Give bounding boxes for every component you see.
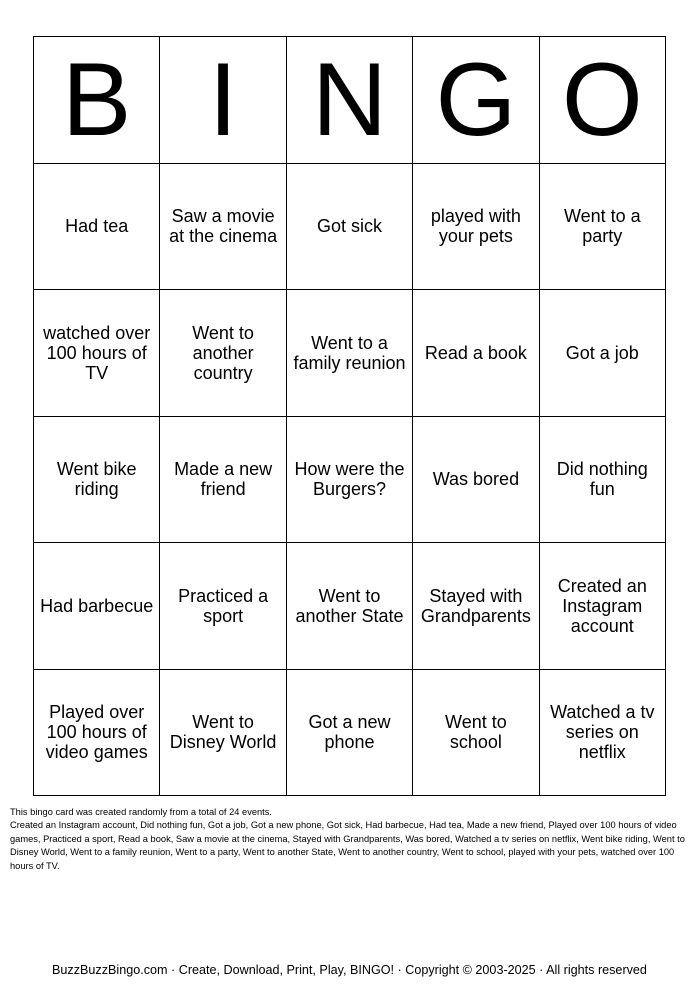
header-letter-n: N <box>287 37 413 164</box>
bingo-cell: Practiced a sport <box>160 543 286 670</box>
header-letter-g: G <box>413 37 539 164</box>
header-letter-i: I <box>160 37 286 164</box>
bingo-cell: Watched a tv series on netflix <box>540 670 666 797</box>
bingo-cell: Went to Disney World <box>160 670 286 797</box>
bingo-card <box>33 36 666 796</box>
bingo-cell: Was bored <box>413 417 539 544</box>
bingo-cell: Saw a movie at the cinema <box>160 164 286 291</box>
bingo-cell: Went to school <box>413 670 539 797</box>
bingo-cell: Got a new phone <box>287 670 413 797</box>
header-letter-o: O <box>540 37 666 164</box>
bingo-cell: Got sick <box>287 164 413 291</box>
bingo-cell: Went to another State <box>287 543 413 670</box>
header-letter-b: B <box>34 37 160 164</box>
bingo-cell: played with your pets <box>413 164 539 291</box>
bingo-cell: Read a book <box>413 290 539 417</box>
bingo-cell: Played over 100 hours of video games <box>34 670 160 797</box>
bingo-cell: Did nothing fun <box>540 417 666 544</box>
footnote-events: Created an Instagram account, Did nothing fun, Got a job, Got a new phone, Got sick, Had barbecue, Had tea, Made a new friend, Played over 100 hours of video games, Practiced a sport, Read a book, Saw a movie at the cinema, Stayed with Grandparents, Was bored, Watched a tv series on netflix, Went bike riding, Went to Disney World, Went to a family reunion, Went to a party, Went to another State, Went to another country, Went to school, played with your pets, watched over 100 hours of TV. <box>10 820 685 871</box>
bingo-cell: watched over 100 hours of TV <box>34 290 160 417</box>
bingo-cell: Had tea <box>34 164 160 291</box>
bingo-cell: Had barbecue <box>34 543 160 670</box>
bingo-cell: Went to a family reunion <box>287 290 413 417</box>
footnote-intro: This bingo card was created randomly from a total of 24 events. <box>10 807 272 817</box>
page-footer: BuzzBuzzBingo.com · Create, Download, Print, Play, BINGO! · Copyright © 2003-2025 · All rights reserved <box>52 963 647 977</box>
bingo-cell: Made a new friend <box>160 417 286 544</box>
bingo-cell: Went to another country <box>160 290 286 417</box>
bingo-cell: Went to a party <box>540 164 666 291</box>
bingo-cell: Created an Instagram account <box>540 543 666 670</box>
bingo-cell: Went bike riding <box>34 417 160 544</box>
bingo-cell: Stayed with Grandparents <box>413 543 539 670</box>
card-footnote <box>10 806 690 873</box>
bingo-cell: How were the Burgers? <box>287 417 413 544</box>
bingo-cell: Got a job <box>540 290 666 417</box>
